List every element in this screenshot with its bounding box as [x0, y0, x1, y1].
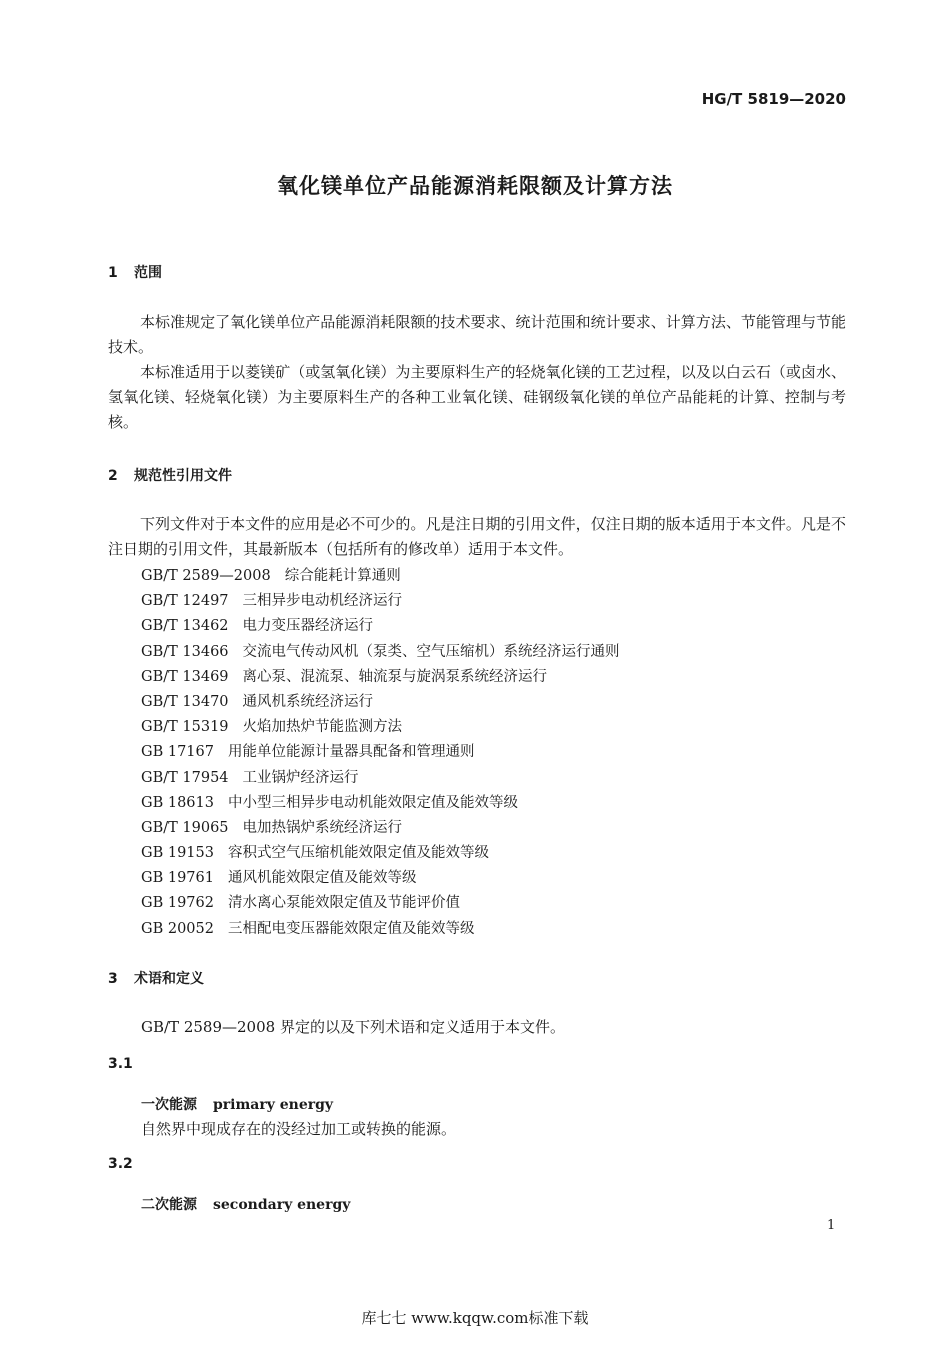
paragraph: 下列文件对于本文件的应用是必不可少的。凡是注日期的引用文件，仅注日期的版本适用于本文件。凡是不注日期的引用文件，其最新版本（包括所有的修改单）适用于本文件。	[108, 515, 846, 558]
paragraph: 本标准适用于以菱镁矿（或氢氧化镁）为主要原料生产的轻烧氧化镁的工艺过程，以及以白云石（或卤水、氢氧化镁、轻烧氧化镁）为主要原料生产的各种工业氧化镁、硅钢级氧化镁的单位产品能耗的计算、控制与考核。	[108, 363, 846, 431]
reference-code: GB 17167	[141, 744, 214, 761]
reference-item	[141, 614, 620, 639]
document-title: 氧化镁单位产品能源消耗限额及计算方法	[277, 174, 673, 198]
reference-item	[141, 841, 620, 866]
section-number: 2	[108, 468, 118, 484]
reference-title: 火焰加热炉节能监测方法	[242, 719, 403, 736]
section-number: 3	[108, 971, 118, 987]
term-cn: 一次能源	[141, 1097, 197, 1113]
section-3-heading	[108, 968, 204, 988]
reference-item	[141, 665, 620, 690]
reference-code: GB/T 13470	[141, 693, 229, 710]
reference-title: 通风机能效限定值及能效等级	[227, 870, 417, 887]
page-number: 1	[827, 1218, 836, 1233]
paragraph: GB/T 2589—2008 界定的以及下列术语和定义适用于本文件。	[141, 1018, 565, 1036]
reference-item	[141, 589, 620, 614]
reference-code: GB/T 13469	[141, 668, 229, 685]
reference-code: GB 18613	[141, 794, 214, 811]
reference-code: GB/T 19065	[141, 819, 229, 836]
reference-title: 工业锅炉经济运行	[242, 769, 359, 786]
reference-code: GB 20052	[141, 920, 214, 937]
standard-number: HG/T 5819—2020	[701, 90, 846, 108]
reference-item	[141, 891, 620, 916]
term-cn: 二次能源	[141, 1197, 197, 1213]
footer-watermark: 库七七 www.kqqw.com标准下载	[361, 1309, 589, 1327]
term-en: primary energy	[213, 1097, 334, 1113]
reference-title: 三相配电变压器能效限定值及能效等级	[227, 920, 475, 937]
reference-title: 离心泵、混流泵、轴流泵与旋涡泵系统经济运行	[242, 668, 548, 685]
reference-code: GB/T 2589—2008	[141, 568, 271, 584]
reference-item	[141, 791, 620, 816]
reference-title: 清水离心泵能效限定值及节能评价值	[227, 895, 460, 912]
term-number: 3.1	[108, 1056, 133, 1072]
term-definition: 自然界中现成存在的没经过加工或转换的能源。	[141, 1120, 457, 1138]
reference-item	[141, 816, 620, 841]
reference-item	[141, 690, 620, 715]
reference-code: GB/T 15319	[141, 719, 229, 736]
term-en: secondary energy	[213, 1197, 351, 1213]
section-title: 术语和定义	[134, 971, 204, 987]
reference-title: 通风机系统经济运行	[242, 693, 374, 710]
reference-title: 电力变压器经济运行	[242, 618, 374, 635]
reference-title: 中小型三相异步电动机能效限定值及能效等级	[227, 794, 518, 811]
reference-title: 容积式空气压缩机能效限定值及能效等级	[227, 845, 489, 862]
reference-item	[141, 740, 620, 765]
reference-title: 综合能耗计算通则	[284, 568, 401, 584]
reference-code: GB/T 12497	[141, 593, 229, 610]
section-number: 1	[108, 265, 118, 281]
reference-title: 电加热锅炉系统经济运行	[242, 819, 403, 836]
reference-title: 三相异步电动机经济运行	[242, 593, 403, 610]
reference-item	[141, 640, 620, 665]
reference-code: GB/T 13466	[141, 643, 229, 660]
section-2-heading	[108, 465, 232, 485]
reference-item	[141, 917, 620, 942]
reference-item	[141, 715, 620, 740]
reference-code: GB 19762	[141, 895, 214, 912]
section-title: 规范性引用文件	[134, 468, 232, 484]
section-1-heading	[108, 262, 162, 282]
reference-item	[141, 866, 620, 891]
term-heading	[141, 1194, 350, 1214]
term-number: 3.2	[108, 1156, 133, 1172]
reference-list	[141, 564, 620, 942]
reference-code: GB/T 17954	[141, 769, 229, 786]
reference-code: GB 19153	[141, 845, 214, 862]
reference-code: GB/T 13462	[141, 618, 229, 635]
paragraph: 本标准规定了氧化镁单位产品能源消耗限额的技术要求、统计范围和统计要求、计算方法、节能管理与节能技术。	[108, 313, 846, 356]
section-title: 范围	[134, 265, 162, 281]
reference-code: GB 19761	[141, 870, 214, 887]
term-heading	[141, 1094, 333, 1114]
reference-title: 用能单位能源计量器具配备和管理通则	[227, 744, 475, 761]
reference-title: 交流电气传动风机（泵类、空气压缩机）系统经济运行通则	[242, 643, 620, 660]
reference-item	[141, 564, 620, 589]
reference-item	[141, 766, 620, 791]
